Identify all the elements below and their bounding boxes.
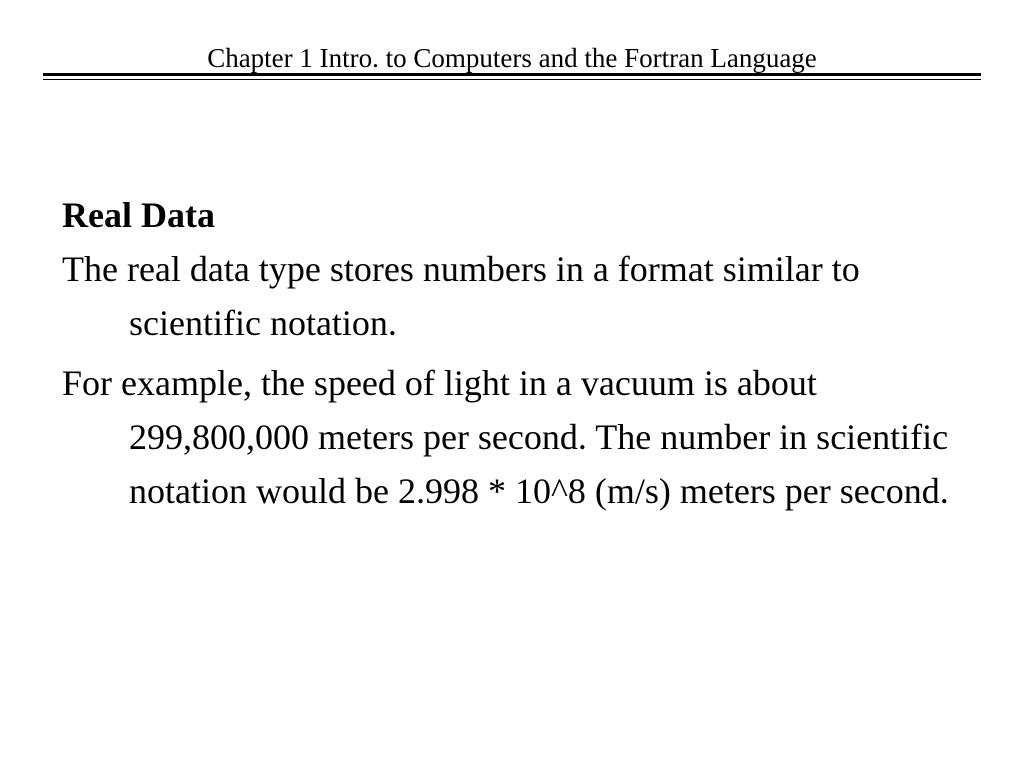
header-divider-thick (43, 73, 981, 76)
chapter-header-title: Chapter 1 Intro. to Computers and the Fortran Language (207, 43, 817, 73)
slide-body (62, 190, 962, 524)
header-divider-thin (43, 79, 981, 80)
paragraph-definition: The real data type stores numbers in a format similar to scientific notation. (62, 249, 860, 343)
paragraph-example: For example, the speed of light in a vacuum is about 299,800,000 meters per second. The number in scientific notation would be 2.998 * 10^8 (m/s) meters per second. (62, 363, 949, 511)
section-heading: Real Data (62, 195, 215, 235)
